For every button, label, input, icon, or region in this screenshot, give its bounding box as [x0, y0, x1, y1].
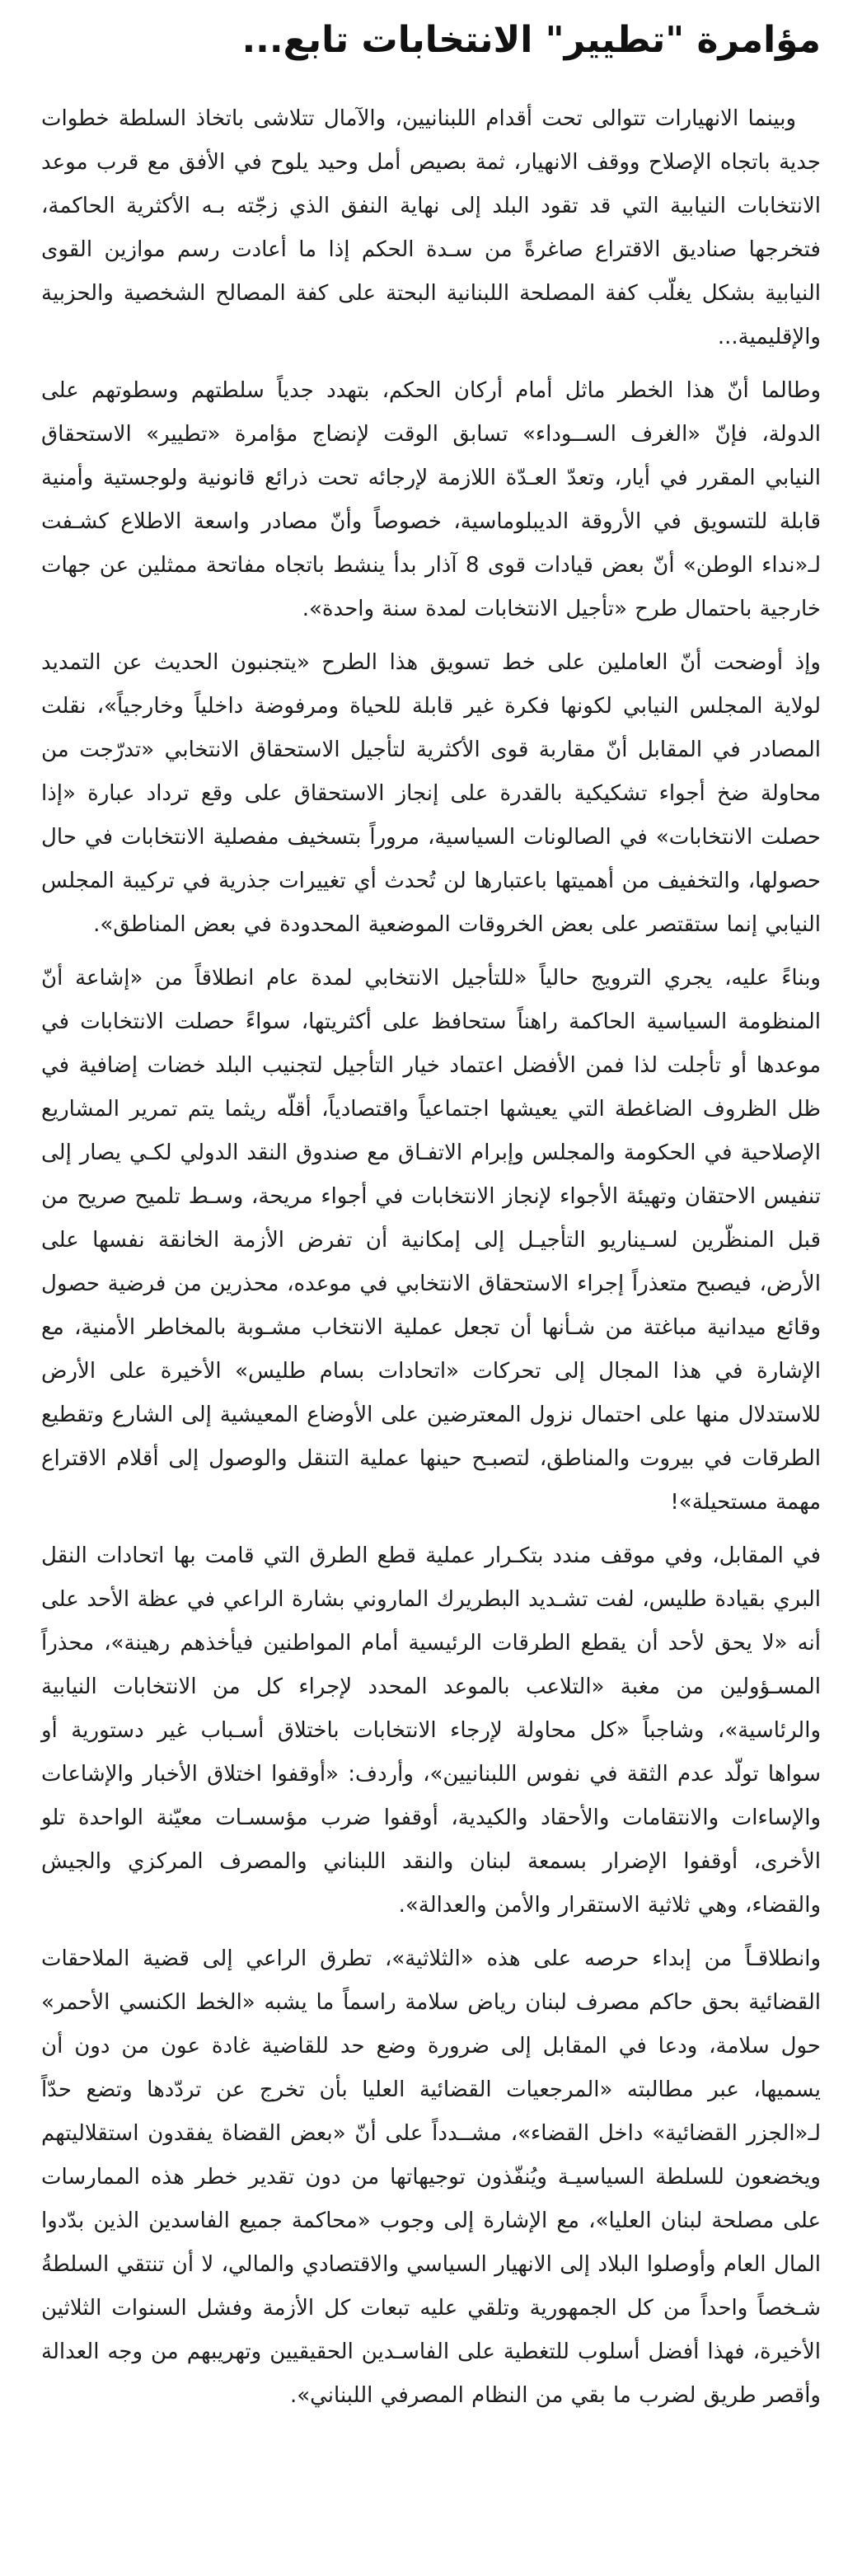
article-paragraph: وطالما أنّ هذا الخطر ماثل أمام أركان الحكم، بتهدد جدياً سلطتهم وسطوتهم على الدولة، فإنّ «الغرف الســوداء» تسابق الوقت لإنضاج مؤامرة «تطيير» الاستحقاق النيابي المقرر في أيار، وتعدّ العـدّة اللازمة لإرجائه تحت ذرائع قانونية ولوجستية وأمنية قابلة للتسويق في الأروقة الديبلوماسية، خصوصاً وأنّ مصادر واسعة الاطلاع كشـفت لـ«نداء الوطن» أنّ بعض قيادات قوى 8 آذار بدأ ينشط باتجاه مفاتحة ممثلين عن جهات خارجية باحتمال طرح «تأجيل الانتخابات لمدة سنة واحدة».: [41, 378, 821, 621]
article-paragraph: وإذ أوضحت أنّ العاملين على خط تسويق هذا الطرح «يتجنبون الحديث عن التمديد لولاية المجلس النيابي لكونها فكرة غير قابلة للحياة ومرفوضة داخلياً وخارجياً»، نقلت المصادر في المقابل أنّ مقاربة قوى الأكثرية لتأجيل الاستحقاق الانتخابي «تدرّجت من محاولة ضخ أجواء تشكيكية بالقدرة على إنجاز الاستحقاق على وقع ترداد عبارة «إذا حصلت الانتخابات» في الصالونات السياسية، مروراً بتسخيف مفصلية الانتخابات في حال حصولها، والتخفيف من أهميتها باعتبارها لن تُحدث أي تغييرات جذرية في تركيبة المجلس النيابي إنما ستقتصر على بعض الخروقات الموضعية المحدودة في بعض المناطق».: [41, 650, 821, 937]
article-headline: مؤامرة "تطيير" الانتخابات تابع...: [241, 19, 821, 61]
article-paragraph: وبينما الانهيارات تتوالى تحت أقدام اللبنانيين، والآمال تتلاشى باتخاذ السلطة خطوات جدية باتجاه الإصلاح ووقف الانهيار، ثمة بصيص أمل وحيد يلوح في الأفق مع قرب موعد الانتخابات النيابية التي قد تقود البلد إلى نهاية النفق الذي زجّته بـه الأكثرية الحاكمة، فتخرجها صناديق الاقتراع صاغرةً من سـدة الحكم إذا ما أعادت رسم موازين القوى النيابية بشكل يغلّب كفة المصلحة اللبنانية البحتة على كفة المصالح الشخصية والحزبية والإقليمية...: [41, 106, 821, 349]
article-paragraph: وبناءً عليه، يجري الترويج حالياً «للتأجيل الانتخابي لمدة عام انطلاقاً من «إشاعة أنّ المنظومة السياسية الحاكمة راهناً ستحافظ على أكثريتها، سواءً حصلت الانتخابات في موعدها أو تأجلت لذا فمن الأفضل اعتماد خيار التأجيل لتجنيب البلد خضات إضافية في ظل الظروف الضاغطة التي يعيشها اجتماعياً واقتصادياً، أقلّه ريثما يتم تمرير المشاريع الإصلاحية في الحكومة والمجلس وإبرام الاتفـاق مع صندوق النقد الدولي لكـي يصار إلى تنفيس الاحتقان وتهيئة الأجواء لإنجاز الانتخابات في أجواء مريحة، وسـط تلميح صريح من قبل المنظّرين لسـيناريو التأجيـل إلى إمكانية أن تفرض الأزمة الخانقة نفسها على الأرض، فيصبح متعذراً إجراء الاستحقاق الانتخابي في موعده، محذرين من فرضية حصول وقائع ميدانية مباغتة من شـأنها أن تجعل عملية الانتخاب مشـوبة بالمخاطر الأمنية، مع الإشارة في هذا المجال إلى تحركات «اتحادات بسام طليس» الأخيرة على الأرض للاستدلال منها على احتمال نزول المعترضين على الأوضاع المعيشية إلى الشارع وتقطيع الطرقات في بيروت والمناطق، لتصبـح حينها عملية التنقل والوصول إلى أقلام الاقتراع مهمة مستحيلة»!: [41, 966, 821, 1515]
article-paragraph: في المقابل، وفي موقف مندد بتكـرار عملية قطع الطرق التي قامت بها اتحادات النقل البري بقيادة طليس، لفت تشـديد البطريرك الماروني بشارة الراعي في عظة الأحد على أنه «لا يحق لأحد أن يقطع الطرقات الرئيسية أمام المواطنين فيأخذهم رهينة»، محذراً المسـؤولين من مغبة «التلاعب بالموعد المحدد لإجراء كل من الانتخابات النيابية والرئاسية»، وشاجباً «كل محاولة لإرجاء الانتخابات باختلاق أسـباب غير دستورية أو سواها تولّد عدم الثقة في نفوس اللبنانيين»، وأردف: «أوقفوا اختلاق الأخبار والإشاعات والإساءات والانتقامات والأحقاد والكيدية، أوقفوا ضرب مؤسسـات معيّنة الواحدة تلو الأخرى، أوقفوا الإضرار بسمعة لبنان والنقد اللبناني والمصرف المركزي والجيش والقضاء، وهي ثلاثية الاستقرار والأمن والعدالة».: [41, 1543, 821, 1918]
article-body: [41, 97, 821, 2418]
article-paragraph: وانطلاقـاً من إبداء حرصه على هذه «الثلاثية»، تطرق الراعي إلى قضية الملاحقات القضائية بحق حاكم مصرف لبنان رياض سلامة راسماً ما يشبه «الخط الكنسي الأحمر» حول سلامة، ودعا في المقابل إلى ضرورة وضع حد للقاضية غادة عون من دون أن يسميها، عبر مطالبته «المرجعيات القضائية العليا بأن تخرج عن تردّدها وتضع حدّاً لـ«الجزر القضائية» داخل القضاء»، مشــدداً على أنّ «بعض القضاة يفقدون استقلاليتهم ويخضعون للسلطة السياسيـة ويُنفّذون توجيهاتها من دون تقدير خطر هذه الممارسات على مصلحة لبنان العليا»، مع الإشارة إلى وجوب «محاكمة جميع الفاسدين الذين بدّدوا المال العام وأوصلوا البلاد إلى الانهيار السياسي والاقتصادي والمالي، لا أن تنتقي السلطةُ شـخصاً واحداً من كل الجمهورية وتلقي عليه تبعات كل الأزمة وفشل السنوات الثلاثين الأخيرة، فهذا أفضل أسلوب للتغطية على الفاسـدين الحقيقيين وتهريبهم من وجه العدالة وأقصر طريق لضرب ما بقي من النظام المصرفي اللبناني».: [41, 1946, 821, 2408]
